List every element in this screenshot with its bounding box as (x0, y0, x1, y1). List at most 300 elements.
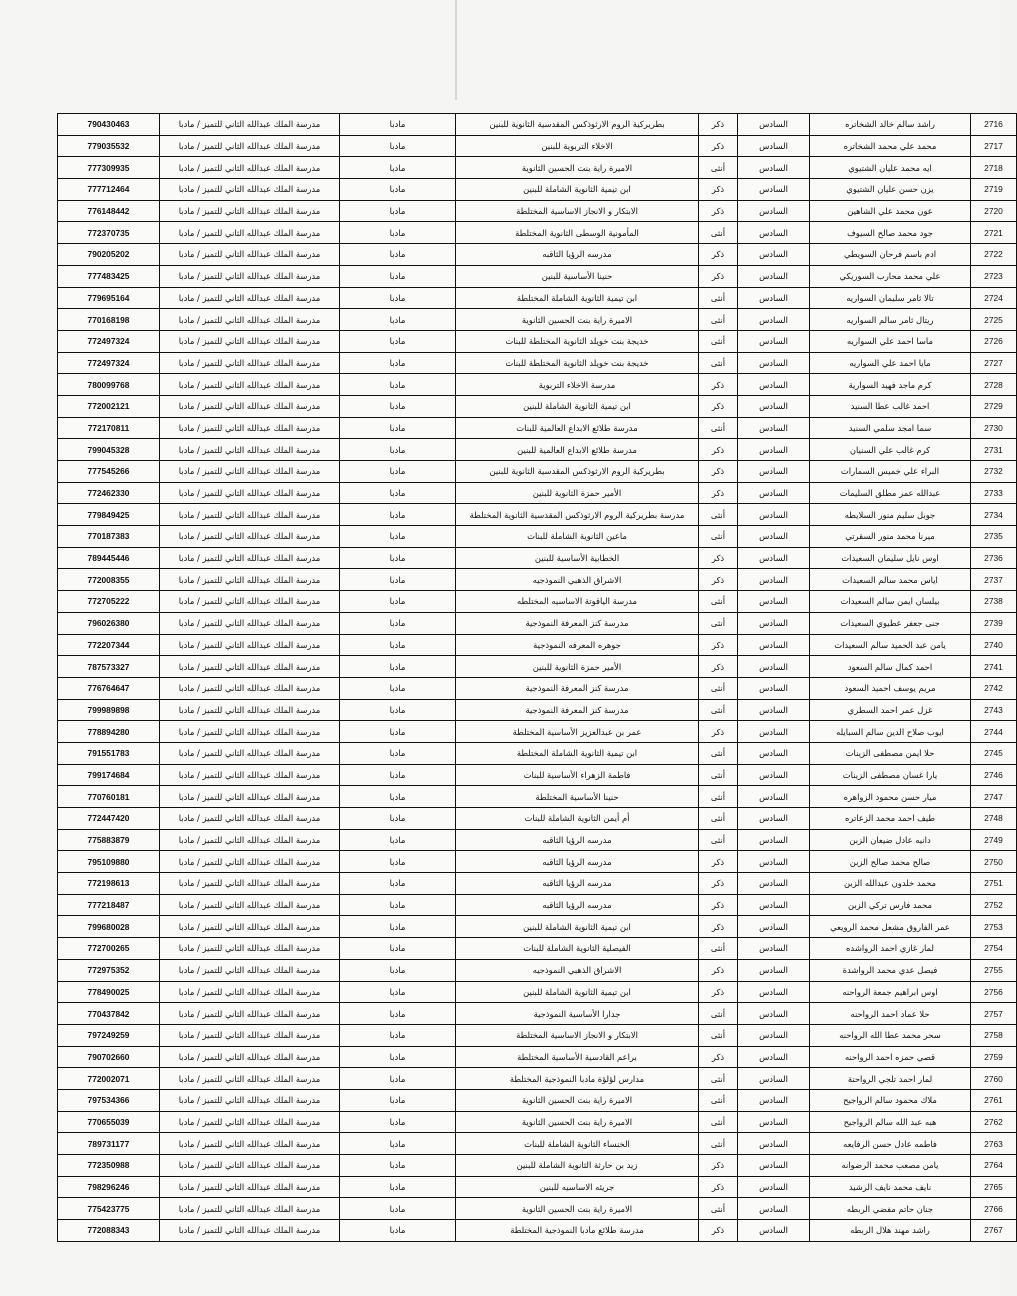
grade-cell: السادس (738, 1220, 810, 1242)
student-name-cell: مريم يوسف احميد السعود (810, 677, 971, 699)
exam-centre-cell: مدرسة الملك عبدالله الثاني للتميز / مادبا (160, 179, 340, 201)
school-name-cell: مدرسة بطريركية الروم الارثوذكس المقدسية الثانوية المختلطة (456, 504, 699, 526)
school-name-cell: مدرسه الرؤيا الثاقبه (456, 851, 699, 873)
school-name-cell: بطريركية الروم الارثوذكس المقدسية الثانوية للبنين (456, 114, 699, 136)
school-name-cell: براعم القادسية الأساسية المختلطة (456, 1046, 699, 1068)
serial-number-cell: 2718 (971, 157, 1017, 179)
serial-number-cell: 2740 (971, 634, 1017, 656)
exam-centre-cell: مدرسة الملك عبدالله الثاني للتميز / مادبا (160, 1198, 340, 1220)
school-name-cell: مدرسة الياقوتة الاساسيه المختلطه (456, 591, 699, 613)
phone-number-cell: 772198613 (58, 873, 160, 895)
exam-centre-cell: مدرسة الملك عبدالله الثاني للتميز / مادبا (160, 699, 340, 721)
exam-centre-cell: مدرسة الملك عبدالله الثاني للتميز / مادبا (160, 265, 340, 287)
student-name-cell: علي محمد محارب السوريكي (810, 265, 971, 287)
phone-number-cell: 770437842 (58, 1003, 160, 1025)
student-name-cell: هبه عبد الله سالم الرواجيح (810, 1111, 971, 1133)
exam-centre-cell: مدرسة الملك عبدالله الثاني للتميز / مادبا (160, 808, 340, 830)
student-name-cell: يارا غسان مصطفى الزينات (810, 764, 971, 786)
serial-number-cell: 2737 (971, 569, 1017, 591)
table-row (58, 1046, 1017, 1068)
gender-cell: ذكر (699, 179, 738, 201)
phone-number-cell: 770760181 (58, 786, 160, 808)
serial-number-cell: 2727 (971, 352, 1017, 374)
exam-centre-cell: مدرسة الملك عبدالله الثاني للتميز / مادبا (160, 330, 340, 352)
phone-number-cell: 772207344 (58, 634, 160, 656)
grade-cell: السادس (738, 330, 810, 352)
serial-number-cell: 2765 (971, 1176, 1017, 1198)
gender-cell: ذكر (699, 873, 738, 895)
directorate-cell: مادبا (340, 591, 456, 613)
directorate-cell: مادبا (340, 916, 456, 938)
directorate-cell: مادبا (340, 873, 456, 895)
directorate-cell: مادبا (340, 439, 456, 461)
school-name-cell: عمر بن عبدالعزيز الأساسية المختلطة (456, 721, 699, 743)
serial-number-cell: 2734 (971, 504, 1017, 526)
serial-number-cell: 2759 (971, 1046, 1017, 1068)
table-row (58, 200, 1017, 222)
student-name-cell: لمار غازي احمد الرواشده (810, 938, 971, 960)
student-roster-table (57, 113, 1017, 1242)
school-name-cell: مدرسه الرؤيا الثاقبه (456, 894, 699, 916)
exam-centre-cell: مدرسة الملك عبدالله الثاني للتميز / مادبا (160, 287, 340, 309)
grade-cell: السادس (738, 287, 810, 309)
gender-cell: أنثى (699, 1198, 738, 1220)
student-name-cell: تالا ثامر سليمان السواريه (810, 287, 971, 309)
table-row (58, 1133, 1017, 1155)
exam-centre-cell: مدرسة الملك عبدالله الثاني للتميز / مادبا (160, 1111, 340, 1133)
gender-cell: أنثى (699, 1003, 738, 1025)
phone-number-cell: 772447420 (58, 808, 160, 830)
phone-number-cell: 772497324 (58, 330, 160, 352)
serial-number-cell: 2723 (971, 265, 1017, 287)
table-row (58, 265, 1017, 287)
directorate-cell: مادبا (340, 612, 456, 634)
directorate-cell: مادبا (340, 569, 456, 591)
exam-centre-cell: مدرسة الملك عبدالله الثاني للتميز / مادبا (160, 1155, 340, 1177)
school-name-cell: مدرسه الرؤيا الثاقبه (456, 244, 699, 266)
phone-number-cell: 772002121 (58, 395, 160, 417)
serial-number-cell: 2751 (971, 873, 1017, 895)
table-row (58, 461, 1017, 483)
school-name-cell: جدارا الأساسية النموذجية (456, 1003, 699, 1025)
directorate-cell: مادبا (340, 200, 456, 222)
phone-number-cell: 772462330 (58, 482, 160, 504)
grade-cell: السادس (738, 482, 810, 504)
school-name-cell: فاطمة الزهراء الأساسية للبنات (456, 764, 699, 786)
exam-centre-cell: مدرسة الملك عبدالله الثاني للتميز / مادبا (160, 135, 340, 157)
phone-number-cell: 772975352 (58, 959, 160, 981)
grade-cell: السادس (738, 504, 810, 526)
exam-centre-cell: مدرسة الملك عبدالله الثاني للتميز / مادبا (160, 1220, 340, 1242)
phone-number-cell: 772170811 (58, 417, 160, 439)
exam-centre-cell: مدرسة الملك عبدالله الثاني للتميز / مادبا (160, 829, 340, 851)
table-row (58, 938, 1017, 960)
table-row (58, 612, 1017, 634)
directorate-cell: مادبا (340, 721, 456, 743)
table-row (58, 851, 1017, 873)
student-name-cell: جوبل سليم منور السلايطه (810, 504, 971, 526)
directorate-cell: مادبا (340, 634, 456, 656)
table-row (58, 504, 1017, 526)
school-name-cell: مدرسة طلائع مادبا النموذجية المختلطة (456, 1220, 699, 1242)
gender-cell: ذكر (699, 721, 738, 743)
serial-number-cell: 2750 (971, 851, 1017, 873)
school-name-cell: زيد بن حارثة الثانوية الشاملة للبنين (456, 1155, 699, 1177)
serial-number-cell: 2745 (971, 742, 1017, 764)
grade-cell: السادس (738, 439, 810, 461)
phone-number-cell: 791551783 (58, 742, 160, 764)
student-name-cell: محمد علي محمد الشخاتره (810, 135, 971, 157)
gender-cell: ذكر (699, 1176, 738, 1198)
student-name-cell: نايف محمد نايف الرشيد (810, 1176, 971, 1198)
student-name-cell: راشد سالم خالد الشخاتره (810, 114, 971, 136)
student-name-cell: صالح محمد صالح الزبن (810, 851, 971, 873)
grade-cell: السادس (738, 222, 810, 244)
phone-number-cell: 790430463 (58, 114, 160, 136)
table-row (58, 829, 1017, 851)
grade-cell: السادس (738, 1133, 810, 1155)
table-row (58, 114, 1017, 136)
table-row (58, 547, 1017, 569)
grade-cell: السادس (738, 742, 810, 764)
school-name-cell: الابتكار و الانجاز الاساسية المختلطة (456, 1024, 699, 1046)
directorate-cell: مادبا (340, 265, 456, 287)
grade-cell: السادس (738, 569, 810, 591)
exam-centre-cell: مدرسة الملك عبدالله الثاني للتميز / مادبا (160, 439, 340, 461)
phone-number-cell: 795109880 (58, 851, 160, 873)
gender-cell: ذكر (699, 916, 738, 938)
directorate-cell: مادبا (340, 764, 456, 786)
school-name-cell: ابن تيمية الثانوية الشاملة للبنين (456, 981, 699, 1003)
directorate-cell: مادبا (340, 677, 456, 699)
grade-cell: السادس (738, 981, 810, 1003)
gender-cell: أنثى (699, 764, 738, 786)
exam-centre-cell: مدرسة الملك عبدالله الثاني للتميز / مادبا (160, 1089, 340, 1111)
serial-number-cell: 2730 (971, 417, 1017, 439)
grade-cell: السادس (738, 916, 810, 938)
directorate-cell: مادبا (340, 222, 456, 244)
phone-number-cell: 779849425 (58, 504, 160, 526)
phone-number-cell: 798296246 (58, 1176, 160, 1198)
gender-cell: ذكر (699, 395, 738, 417)
serial-number-cell: 2757 (971, 1003, 1017, 1025)
exam-centre-cell: مدرسة الملك عبدالله الثاني للتميز / مادبا (160, 374, 340, 396)
student-name-cell: محمد فارس تركي الزبن (810, 894, 971, 916)
exam-centre-cell: مدرسة الملك عبدالله الثاني للتميز / مادبا (160, 526, 340, 548)
gender-cell: ذكر (699, 547, 738, 569)
school-name-cell: الفيصلية الثانوية الشاملة للبنات (456, 938, 699, 960)
grade-cell: السادس (738, 656, 810, 678)
student-name-cell: ايه محمد عليان الشتيوي (810, 157, 971, 179)
directorate-cell: مادبا (340, 1089, 456, 1111)
gender-cell: ذكر (699, 569, 738, 591)
gender-cell: ذكر (699, 981, 738, 1003)
student-name-cell: غزل عمر احمد السطري (810, 699, 971, 721)
phone-number-cell: 797249259 (58, 1024, 160, 1046)
gender-cell: أنثى (699, 612, 738, 634)
grade-cell: السادس (738, 591, 810, 613)
gender-cell: ذكر (699, 634, 738, 656)
serial-number-cell: 2762 (971, 1111, 1017, 1133)
serial-number-cell: 2722 (971, 244, 1017, 266)
table-row (58, 1111, 1017, 1133)
gender-cell: ذكر (699, 1046, 738, 1068)
serial-number-cell: 2761 (971, 1089, 1017, 1111)
directorate-cell: مادبا (340, 1003, 456, 1025)
student-name-cell: دانيه عادل ضيعان الزبن (810, 829, 971, 851)
grade-cell: السادس (738, 309, 810, 331)
phone-number-cell: 779695164 (58, 287, 160, 309)
directorate-cell: مادبا (340, 114, 456, 136)
student-name-cell: جنى جعفر عطيوي السعيدات (810, 612, 971, 634)
grade-cell: السادس (738, 677, 810, 699)
serial-number-cell: 2724 (971, 287, 1017, 309)
exam-centre-cell: مدرسة الملك عبدالله الثاني للتميز / مادبا (160, 395, 340, 417)
table-row (58, 244, 1017, 266)
phone-number-cell: 790205202 (58, 244, 160, 266)
serial-number-cell: 2729 (971, 395, 1017, 417)
school-name-cell: مدرسة كنز المعرفة النموذجية (456, 612, 699, 634)
grade-cell: السادس (738, 1046, 810, 1068)
school-name-cell: الاميرة راية بنت الحسين الثانوية (456, 1198, 699, 1220)
student-name-cell: ماسا احمد علي السواريه (810, 330, 971, 352)
exam-centre-cell: مدرسة الملك عبدالله الثاني للتميز / مادبا (160, 742, 340, 764)
serial-number-cell: 2717 (971, 135, 1017, 157)
serial-number-cell: 2754 (971, 938, 1017, 960)
table-row (58, 352, 1017, 374)
exam-centre-cell: مدرسة الملك عبدالله الثاني للتميز / مادبا (160, 873, 340, 895)
grade-cell: السادس (738, 352, 810, 374)
exam-centre-cell: مدرسة الملك عبدالله الثاني للتميز / مادبا (160, 591, 340, 613)
directorate-cell: مادبا (340, 959, 456, 981)
school-name-cell: ابن تيمية الثانوية الشاملة للبنين (456, 916, 699, 938)
table-row (58, 959, 1017, 981)
gender-cell: ذكر (699, 959, 738, 981)
student-name-cell: بيلسان ايمن سالم السعيدات (810, 591, 971, 613)
exam-centre-cell: مدرسة الملك عبدالله الثاني للتميز / مادبا (160, 1003, 340, 1025)
exam-centre-cell: مدرسة الملك عبدالله الثاني للتميز / مادبا (160, 244, 340, 266)
phone-number-cell: 799989898 (58, 699, 160, 721)
school-name-cell: ابن تيمية الثانوية الشاملة للبنين (456, 395, 699, 417)
directorate-cell: مادبا (340, 894, 456, 916)
serial-number-cell: 2756 (971, 981, 1017, 1003)
directorate-cell: مادبا (340, 851, 456, 873)
phone-number-cell: 799045328 (58, 439, 160, 461)
serial-number-cell: 2752 (971, 894, 1017, 916)
phone-number-cell: 772700265 (58, 938, 160, 960)
serial-number-cell: 2760 (971, 1068, 1017, 1090)
student-name-cell: عمر الفاروق مشعل محمد الرويعي (810, 916, 971, 938)
exam-centre-cell: مدرسة الملك عبدالله الثاني للتميز / مادبا (160, 959, 340, 981)
phone-number-cell: 778490025 (58, 981, 160, 1003)
table-row (58, 677, 1017, 699)
directorate-cell: مادبا (340, 1024, 456, 1046)
directorate-cell: مادبا (340, 309, 456, 331)
phone-number-cell: 777545266 (58, 461, 160, 483)
student-name-cell: البراء علي خميس السمارات (810, 461, 971, 483)
student-name-cell: حلا عماد احمد الرواحنه (810, 1003, 971, 1025)
serial-number-cell: 2736 (971, 547, 1017, 569)
exam-centre-cell: مدرسة الملك عبدالله الثاني للتميز / مادبا (160, 569, 340, 591)
school-name-cell: الأمير حمزة الثانوية للبنين (456, 482, 699, 504)
school-name-cell: مدرسه الرؤيا الثاقبه (456, 829, 699, 851)
directorate-cell: مادبا (340, 482, 456, 504)
phone-number-cell: 799680028 (58, 916, 160, 938)
grade-cell: السادس (738, 461, 810, 483)
directorate-cell: مادبا (340, 938, 456, 960)
grade-cell: السادس (738, 959, 810, 981)
school-name-cell: خديجة بنت خويلد الثانوية المختلطة للبنات (456, 352, 699, 374)
school-name-cell: مدرسة طلائع الابداع العالمية للبنين (456, 439, 699, 461)
gender-cell: أنثى (699, 938, 738, 960)
student-name-cell: جنان حاتم مفضي الربطه (810, 1198, 971, 1220)
school-name-cell: المأمونية الوسطى الثانوية المختلطة (456, 222, 699, 244)
grade-cell: السادس (738, 808, 810, 830)
exam-centre-cell: مدرسة الملك عبدالله الثاني للتميز / مادبا (160, 461, 340, 483)
school-name-cell: جوهره المعرفه النموذجية (456, 634, 699, 656)
table-row (58, 395, 1017, 417)
directorate-cell: مادبا (340, 352, 456, 374)
student-name-cell: طيف احمد محمد الزعاتره (810, 808, 971, 830)
table-row (58, 1068, 1017, 1090)
exam-centre-cell: مدرسة الملك عبدالله الثاني للتميز / مادبا (160, 114, 340, 136)
serial-number-cell: 2748 (971, 808, 1017, 830)
directorate-cell: مادبا (340, 699, 456, 721)
serial-number-cell: 2742 (971, 677, 1017, 699)
phone-number-cell: 796026380 (58, 612, 160, 634)
phone-number-cell: 770168198 (58, 309, 160, 331)
student-name-cell: محمد خلدون عبدالله الزبن (810, 873, 971, 895)
table-row (58, 569, 1017, 591)
phone-number-cell: 776764647 (58, 677, 160, 699)
student-name-cell: يامن مصعب محمد الرضوانه (810, 1155, 971, 1177)
exam-centre-cell: مدرسة الملك عبدالله الثاني للتميز / مادبا (160, 157, 340, 179)
exam-centre-cell: مدرسة الملك عبدالله الثاني للتميز / مادبا (160, 1068, 340, 1090)
serial-number-cell: 2725 (971, 309, 1017, 331)
exam-centre-cell: مدرسة الملك عبدالله الثاني للتميز / مادبا (160, 786, 340, 808)
phone-number-cell: 799174684 (58, 764, 160, 786)
serial-number-cell: 2767 (971, 1220, 1017, 1242)
student-name-cell: مايا احمد علي السواريه (810, 352, 971, 374)
school-name-cell: مدرسه الرؤيا الثاقبه (456, 873, 699, 895)
student-name-cell: جود محمد صالح السيوف (810, 222, 971, 244)
grade-cell: السادس (738, 114, 810, 136)
table-row (58, 157, 1017, 179)
student-name-cell: يزن حسن عليان الشتيوي (810, 179, 971, 201)
school-name-cell: مدرسة الاخلاء التربوية (456, 374, 699, 396)
school-name-cell: حنينا الأساسية للبنين (456, 265, 699, 287)
table-row (58, 1155, 1017, 1177)
gender-cell: ذكر (699, 200, 738, 222)
exam-centre-cell: مدرسة الملك عبدالله الثاني للتميز / مادبا (160, 482, 340, 504)
school-name-cell: الاميرة راية بنت الحسين الثانوية (456, 1089, 699, 1111)
serial-number-cell: 2720 (971, 200, 1017, 222)
serial-number-cell: 2721 (971, 222, 1017, 244)
exam-centre-cell: مدرسة الملك عبدالله الثاني للتميز / مادبا (160, 981, 340, 1003)
serial-number-cell: 2747 (971, 786, 1017, 808)
table-row (58, 591, 1017, 613)
grade-cell: السادس (738, 699, 810, 721)
gender-cell: ذكر (699, 244, 738, 266)
serial-number-cell: 2749 (971, 829, 1017, 851)
phone-number-cell: 790702660 (58, 1046, 160, 1068)
directorate-cell: مادبا (340, 742, 456, 764)
serial-number-cell: 2766 (971, 1198, 1017, 1220)
gender-cell: ذكر (699, 656, 738, 678)
directorate-cell: مادبا (340, 656, 456, 678)
exam-centre-cell: مدرسة الملك عبدالله الثاني للتميز / مادبا (160, 677, 340, 699)
directorate-cell: مادبا (340, 395, 456, 417)
gender-cell: أنثى (699, 786, 738, 808)
school-name-cell: الخطابية الأساسية للبنين (456, 547, 699, 569)
directorate-cell: مادبا (340, 786, 456, 808)
school-name-cell: الاميرة راية بنت الحسين الثانوية (456, 309, 699, 331)
student-name-cell: سما امجد سلمي السنيد (810, 417, 971, 439)
serial-number-cell: 2726 (971, 330, 1017, 352)
exam-centre-cell: مدرسة الملك عبدالله الثاني للتميز / مادبا (160, 1024, 340, 1046)
student-name-cell: ادم باسم فرحان السويطي (810, 244, 971, 266)
table-row (58, 482, 1017, 504)
gender-cell: ذكر (699, 461, 738, 483)
exam-centre-cell: مدرسة الملك عبدالله الثاني للتميز / مادبا (160, 656, 340, 678)
serial-number-cell: 2716 (971, 114, 1017, 136)
table-row (58, 330, 1017, 352)
phone-number-cell: 787573327 (58, 656, 160, 678)
grade-cell: السادس (738, 634, 810, 656)
serial-number-cell: 2719 (971, 179, 1017, 201)
grade-cell: السادس (738, 244, 810, 266)
student-name-cell: فيصل عدي محمد الرواشدة (810, 959, 971, 981)
exam-centre-cell: مدرسة الملك عبدالله الثاني للتميز / مادبا (160, 612, 340, 634)
phone-number-cell: 772008355 (58, 569, 160, 591)
phone-number-cell: 777483425 (58, 265, 160, 287)
phone-number-cell: 777309935 (58, 157, 160, 179)
school-name-cell: حنينا الأساسية المختلطة (456, 786, 699, 808)
table-row (58, 742, 1017, 764)
gender-cell: ذكر (699, 374, 738, 396)
directorate-cell: مادبا (340, 1155, 456, 1177)
exam-centre-cell: مدرسة الملك عبدالله الثاني للتميز / مادبا (160, 417, 340, 439)
table-row (58, 1220, 1017, 1242)
phone-number-cell: 770187383 (58, 526, 160, 548)
phone-number-cell: 772497324 (58, 352, 160, 374)
gender-cell: أنثى (699, 287, 738, 309)
directorate-cell: مادبا (340, 374, 456, 396)
gender-cell: أنثى (699, 1089, 738, 1111)
gender-cell: أنثى (699, 352, 738, 374)
serial-number-cell: 2731 (971, 439, 1017, 461)
directorate-cell: مادبا (340, 1198, 456, 1220)
phone-number-cell: 770655039 (58, 1111, 160, 1133)
serial-number-cell: 2728 (971, 374, 1017, 396)
table-row (58, 1198, 1017, 1220)
exam-centre-cell: مدرسة الملك عبدالله الثاني للتميز / مادبا (160, 547, 340, 569)
exam-centre-cell: مدرسة الملك عبدالله الثاني للتميز / مادبا (160, 938, 340, 960)
grade-cell: السادس (738, 873, 810, 895)
table-row (58, 894, 1017, 916)
grade-cell: السادس (738, 938, 810, 960)
grade-cell: السادس (738, 179, 810, 201)
serial-number-cell: 2735 (971, 526, 1017, 548)
table-row (58, 179, 1017, 201)
serial-number-cell: 2755 (971, 959, 1017, 981)
gender-cell: أنثى (699, 157, 738, 179)
student-name-cell: فاطمه عادل حسن الرفايعه (810, 1133, 971, 1155)
phone-number-cell: 776148442 (58, 200, 160, 222)
school-name-cell: ابن تيمية الثانوية الشاملة المختلطة (456, 742, 699, 764)
directorate-cell: مادبا (340, 504, 456, 526)
gender-cell: أنثى (699, 526, 738, 548)
